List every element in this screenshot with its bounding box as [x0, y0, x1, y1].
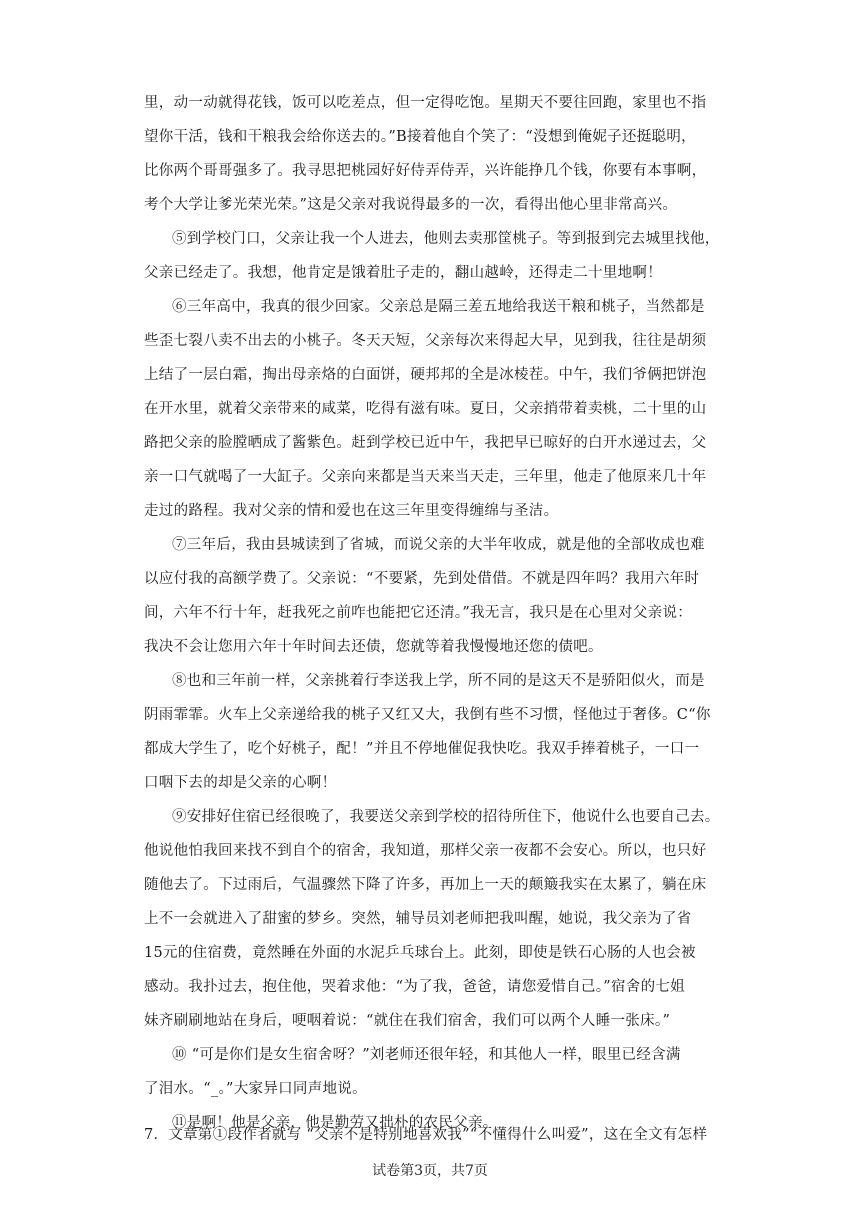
question-7: 7．文章第①段作者就写 “父亲不是特别地喜欢我”“不懂得什么叫爱”，这在全文有怎样: [144, 1127, 708, 1143]
passage-line: 上结了一层白霜，掏出母亲烙的白面饼，硬邦邦的全是冰棱茬。中午，我们爷俩把饼泡: [144, 367, 707, 383]
passage-body: [144, 86, 724, 1140]
passage-line: 里，动一动就得花钱，饭可以吃差点，但一定得吃饱。星期天不要往回跑，家里也不指: [144, 95, 707, 111]
passage-line: 亲一口气就喝了一大缸子。父亲向来都是当天来当天走，三年里，他走了他原来几十年: [144, 469, 707, 485]
passage-line: ⑨安排好住宿已经很晚了，我要送父亲到学校的招待所住下，他说什么也要自己去。: [172, 809, 720, 825]
passage-line: 上不一会就进入了甜蜜的梦乡。突然，辅导员刘老师把我叫醒，她说，我父亲为了省: [144, 911, 692, 927]
passage-line: 感动。我扑过去，抱住他，哭着求他：“为了我，爸爸，请您爱惜自己。”宿舍的七姐: [144, 979, 685, 995]
passage-line: 以应付我的高额学费了。父亲说：“不要紧，先到处借借。不就是四年吗？我用六年时: [144, 571, 700, 587]
passage-line: 妹齐刷刷地站在身后，哽咽着说：“就住在我们宿舍，我们可以两个人睡一张床。”: [144, 1013, 671, 1029]
passage-line: 都成大学生了，吃个好桃子，配！”并且不停地催促我快吃。我双手捧着桃子，一口一: [144, 741, 700, 757]
passage-line: 望你干活，钱和干粮我会给你送去的。”B接着他自个笑了：“没想到俺妮子还挺聪明，: [144, 129, 696, 145]
passage-line: ⑧也和三年前一样，父亲挑着行李送我上学，所不同的是这天不是骄阳似火，而是: [172, 673, 705, 689]
passage-line: 15元的住宿费，竟然睡在外面的水泥乒乓球台上。此刻，即使是铁石心肠的人也会被: [144, 945, 696, 961]
passage-line: 父亲已经走了。我想，他肯定是饿着肚子走的，翻山越岭，还得走二十里地啊！: [144, 265, 662, 281]
passage-line: 了泪水。“_。”大家异口同声地说。: [144, 1081, 367, 1097]
passage-line: 他说他怕我回来找不到自个的宿舍，我知道，那样父亲一夜都不会安心。所以，也只好: [144, 843, 707, 859]
passage-line: 在开水里，就着父亲带来的咸菜，吃得有滋有味。夏日，父亲捎带着卖桃，二十里的山: [144, 401, 707, 417]
passage-line: ⑤到学校门口，父亲让我一个人进去，他则去卖那筐桃子。等到报到完去城里找他，: [172, 231, 720, 247]
passage-line: ⑦三年后，我由县城读到了省城，而说父亲的大半年收成，就是他的全部收成也难: [172, 537, 705, 553]
passage-line: 考个大学让爹光荣光荣。”这是父亲对我说得最多的一次，看得出他心里非常高兴。: [144, 197, 678, 213]
passage-line: ⑪是啊！他是父亲，他是勤劳又拙朴的农民父亲。: [172, 1115, 498, 1131]
passage-line: ⑥三年高中，我真的很少回家。父亲总是隔三差五地给我送干粮和桃子，当然都是: [172, 299, 705, 315]
passage-line: 口咽下去的却是父亲的心啊！: [144, 775, 337, 791]
passage-line: 间，六年不行十年，赶我死之前咋也能把它还清。”我无言，我只是在心里对父亲说：: [144, 605, 693, 621]
passage-line: 走过的路程。我对父亲的情和爱也在这三年里变得缠绵与圣洁。: [144, 503, 559, 519]
passage-line: ⑩ “可是你们是女生宿舍呀？”刘老师还很年轻，和其他人一样，眼里已经含满: [172, 1047, 681, 1063]
page-footer: 试卷第3页，共7页: [372, 1163, 488, 1179]
passage-line: 我决不会让您用六年十年时间去还债，您就等着我慢慢地还您的债吧。: [144, 639, 603, 655]
passage-line: 阴雨霏霏。火车上父亲递给我的桃子又红又大，我倒有些不习惯，怪他过于奢侈。C“你: [144, 707, 711, 723]
passage-line: 路把父亲的脸膛晒成了酱紫色。赶到学校已近中午，我把早已晾好的白开水递过去，父: [144, 435, 707, 451]
passage-line: 随他去了。下过雨后，气温骤然下降了许多，再加上一天的颠簸我实在太累了，躺在床: [144, 877, 707, 893]
passage-line: 些歪七裂八卖不出去的小桃子。冬天天短，父亲每次来得起大早，见到我，往往是胡须: [144, 333, 707, 349]
passage-line: 比你两个哥哥强多了。我寻思把桃园好好侍弄侍弄，兴许能挣几个钱，你要有本事啊，: [144, 163, 707, 179]
